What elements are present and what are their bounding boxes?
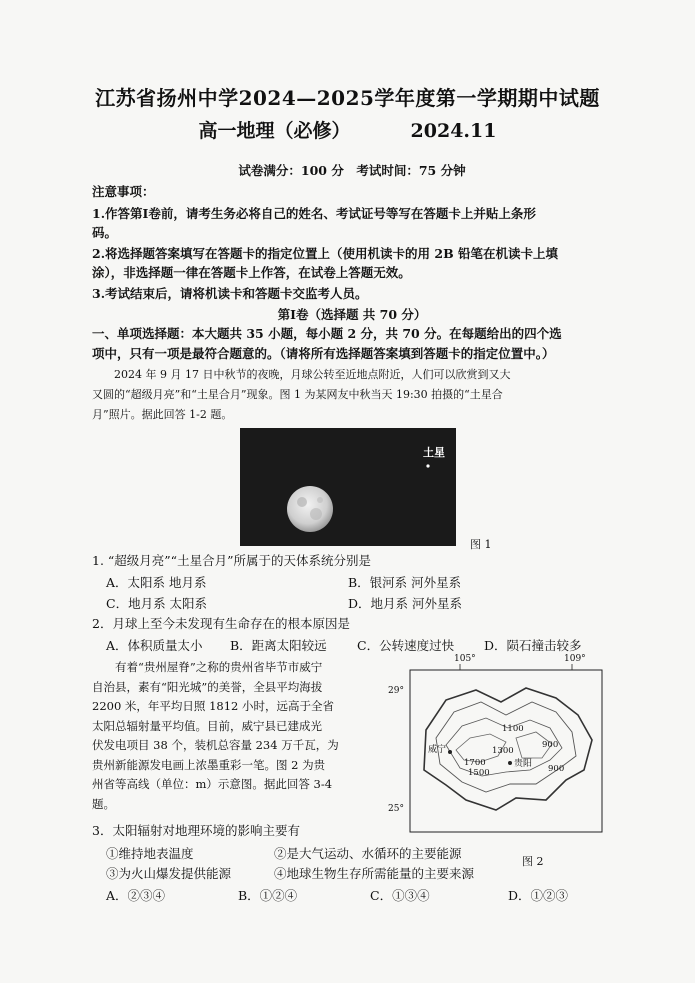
guizhou-contour-map [388, 654, 606, 835]
notice-heading: 注意事项： [92, 184, 155, 199]
section-title: 第Ⅰ卷（选择题 共 70 分） [277, 307, 427, 322]
q2-option-b: B．距离太阳较远 [230, 638, 327, 653]
q2-option-d: D．陨石撞击较多 [484, 638, 582, 653]
q3-option-c: C．①③④ [370, 888, 430, 903]
q2-stem: 2．月球上至今未发现有生命存在的根本原因是 [92, 616, 350, 631]
notice-line: 1.作答第Ⅰ卷前，请考生务必将自己的姓名、考试证号等写在答题卡上并贴上条形 [92, 206, 536, 221]
contour-label: 900 [542, 740, 559, 750]
subject-label: 高一地理（必修） [198, 120, 351, 142]
q3-item-3: ③为火山爆发提供能源 [106, 866, 232, 881]
q3-option-a: A．②③④ [106, 888, 166, 903]
notice-line: 码。 [92, 225, 118, 240]
moon-saturn-photo [240, 428, 456, 546]
q3-item-1: ①维持地表温度 [106, 846, 194, 861]
q1-option-c: C．地月系 太阳系 [106, 596, 208, 611]
exam-date: 2024.11 [410, 120, 497, 142]
passage2 [92, 658, 404, 814]
exam-title: 江苏省扬州中学2024—2025学年度第一学期期中试题 [95, 86, 600, 110]
passage-line: 月”照片。据此回答 1-2 题。 [92, 408, 233, 421]
notice-line: 3.考试结束后，请将机读卡和答题卡交监考人员。 [92, 286, 368, 301]
exam-info: 试卷满分：100 分 考试时间：75 分钟 [238, 163, 466, 178]
section-intro: 项中，只有一项是最符合题意的。（请将所有选择题答案填到答题卡的指定位置中。） [92, 346, 555, 361]
passage-line: 2200 米，年平均日照 1812 小时，远高于全省 [92, 699, 334, 713]
longitude-109: 109° [564, 654, 586, 664]
saturn-label: 土星 [423, 446, 445, 459]
city-weining: 威宁 [428, 745, 447, 755]
notice-line: 2.将选择题答案填写在答题卡的指定位置上（使用机读卡的用 2B 铅笔在机读卡上填 [92, 246, 559, 261]
passage-line: 2024 年 9 月 17 日中秋节的夜晚，月球公转至近地点附近，人们可以欣赏到又大 [114, 368, 511, 381]
passage-line: 州省等高线（单位：m）示意图。据此回答 3-4 [92, 777, 333, 791]
q2-option-c: C．公转速度过快 [357, 638, 455, 653]
q1-stem: 1. “超级月亮”“土星合月”所属于的天体系统分别是 [92, 553, 371, 568]
figure1-caption: 图 1 [470, 538, 492, 551]
q3-item-4: ④地球生物生存所需能量的主要来源 [274, 866, 475, 881]
contour-label: 1100 [502, 724, 524, 734]
contour-label: 1500 [468, 768, 490, 778]
q3-option-b: B．①②④ [238, 888, 298, 903]
passage-line: 贵州新能源发电画上浓墨重彩一笔。图 2 为贵 [92, 757, 326, 772]
passage-line: 又圆的“超级月亮”和“土星合月”现象。图 1 为某网友中秋当天 19:30 拍摄的“土星合 [92, 388, 503, 401]
contour-label: 900 [548, 764, 565, 774]
figure2-caption: 图 2 [522, 855, 544, 868]
section-intro: 一、单项选择题：本大题共 35 小题，每小题 2 分，共 70 分。在每题给出的四个选 [92, 326, 562, 341]
latitude-25: 25° [388, 804, 404, 814]
q3-item-2: ②是大气运动、水循环的主要能源 [274, 846, 462, 861]
q1-option-b: B．银河系 河外星系 [348, 575, 462, 590]
passage-line: 题。 [92, 796, 115, 811]
saturn-dot [426, 464, 429, 467]
exam-subtitle [0, 116, 695, 143]
contour-label: 1700 [464, 758, 486, 768]
q3-stem: 3．太阳辐射对地理环境的影响主要有 [92, 823, 300, 838]
passage-line: 自治县，素有“阳光城”的美誉，全县平均海拔 [92, 679, 323, 694]
q3-option-d: D．①②③ [508, 888, 569, 903]
longitude-105: 105° [454, 654, 476, 664]
q2-option-a: A．体积质量太小 [106, 638, 203, 653]
passage-line: 伏发电项目 38 个，装机总容量 234 万千瓦，为 [92, 738, 339, 752]
latitude-29: 29° [388, 686, 404, 696]
q1-option-d: D．地月系 河外星系 [348, 596, 462, 611]
city-guiyang: 贵阳 [514, 759, 533, 769]
passage-line: 有着“贵州屋脊”之称的贵州省毕节市威宁 [115, 660, 323, 674]
passage-line: 太阳总辐射量平均值。目前，威宁县已建成光 [92, 718, 322, 733]
notice-line: 涂），非选择题一律在答题卡上作答，在试卷上答题无效。 [92, 265, 411, 280]
q1-option-a: A．太阳系 地月系 [106, 575, 207, 590]
contour-label: 1300 [492, 746, 514, 756]
